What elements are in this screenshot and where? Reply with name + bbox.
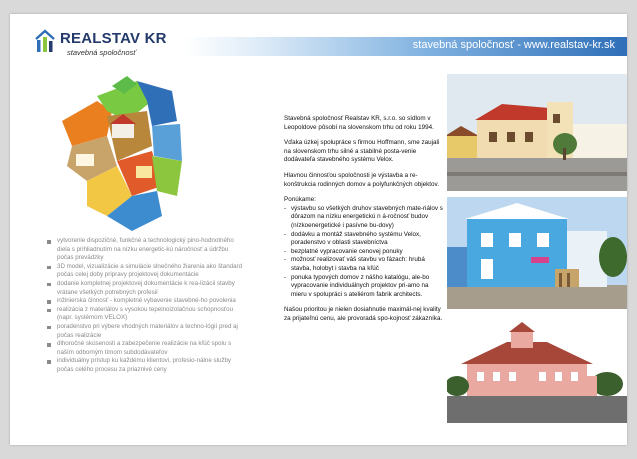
list-item: dodanie kompletnej projektovej dokumentácie k rea-lizácii stavby vrátane všetkých potrebných profesií	[46, 280, 246, 297]
closing-paragraph: Našou prioritou je nielen dosiahnutie maximál-nej kvality za prijateľnú cenu, ale provoradá spo-kojnosť zákazníka.	[284, 306, 443, 322]
offer-list	[284, 205, 443, 300]
list-item: - bezplatné vypracovanie cenovej ponuky	[284, 248, 443, 257]
list-item: inžinierska činnosť - kompletné vybavenie stavebné-ho povolenia	[46, 297, 246, 306]
photo-blue-building	[447, 197, 627, 309]
photo-town-square	[447, 74, 627, 191]
list-item: - dodávku a montáž stavebného systému Velox, poradenstvo v oblasti stavebníctva	[284, 231, 443, 248]
realstav-logo-icon	[34, 29, 56, 53]
brochure-page	[10, 14, 627, 445]
puzzle-collage-image	[52, 66, 192, 236]
company-description	[284, 115, 443, 330]
list-item: vytvorenie dispozičné, funkčné a technologický pino-hodnotného diela s prihliadnutím na nízku energetic-kú náročnosť a údržbu počas prevádzky	[46, 237, 246, 263]
brand-name: REALSTAV KR	[60, 30, 167, 47]
list-item: - ponuka typových domov z nášho katalógu, ale-bo vypracovanie individuálnych projektov pri-amo na mieru v spolupráci s ateliérom fabrik architects.	[284, 274, 443, 300]
list-item: poradenstvo pri výbere vhodných materiálov a techno-lógií pred aj počas realizácie	[46, 323, 246, 340]
header-band-text: stavebná spoločnosť - www.realstav-kr.sk	[412, 39, 615, 51]
header-band	[184, 37, 627, 56]
list-item: - výstavbu so všetkých druhov stavebných mate-riálov s dôrazom na nízku energetickú n á-ročnosť budov (nízkoenergetické i pasívne bu-dovy)	[284, 205, 443, 231]
list-item: - možnosť realizovať váš stavbu vo fázach: hrubá stavba, holobyt i stavba na kľúč	[284, 256, 443, 273]
activity-paragraph: Hlavnou činnosťou spoločnosti je výstavba a re-konštrukcia rodinných domov a polyfunkčných objektov.	[284, 171, 439, 188]
brand-tagline: stavebná spoločnosť	[67, 48, 136, 57]
services-list	[46, 237, 246, 375]
brand-logo	[34, 27, 167, 61]
list-item: realizácia z materiálov s vysokou tepelnoizolačnou schopnosťou (napr. systémom VELOX)	[46, 306, 246, 323]
photo-historic-building	[447, 314, 627, 423]
partnership-paragraph: Vďaka úzkej spolupráce s firmou Hoffmann, sme zaujali na slovenskom trhu silné a stabilné posta-venie dodávateľa stavebného systému Velox.	[284, 139, 440, 164]
list-item: individuálny prístup ku každému klientovi, profesio-nálne služby počas celého procesu za priaznivé ceny	[46, 357, 246, 374]
offer-heading: Ponúkame:	[284, 196, 316, 204]
list-item: dlhoročné skúsenosti a zabezpečenie realizácie na kľúč spolu s naším odborným tímom subdodávateľov	[46, 340, 246, 357]
list-item: 3D model, vizualizácie a simulácie slnečného žiarenia ako štandard počas celej doby pripravy projektovej dokumentácie	[46, 263, 246, 280]
intro-paragraph: Stavebná spoločnosť Realstav KR, s.r.o. so sídlom v Leopoldove pôsobí na slovenskom trhu od roku 1994.	[284, 115, 434, 131]
